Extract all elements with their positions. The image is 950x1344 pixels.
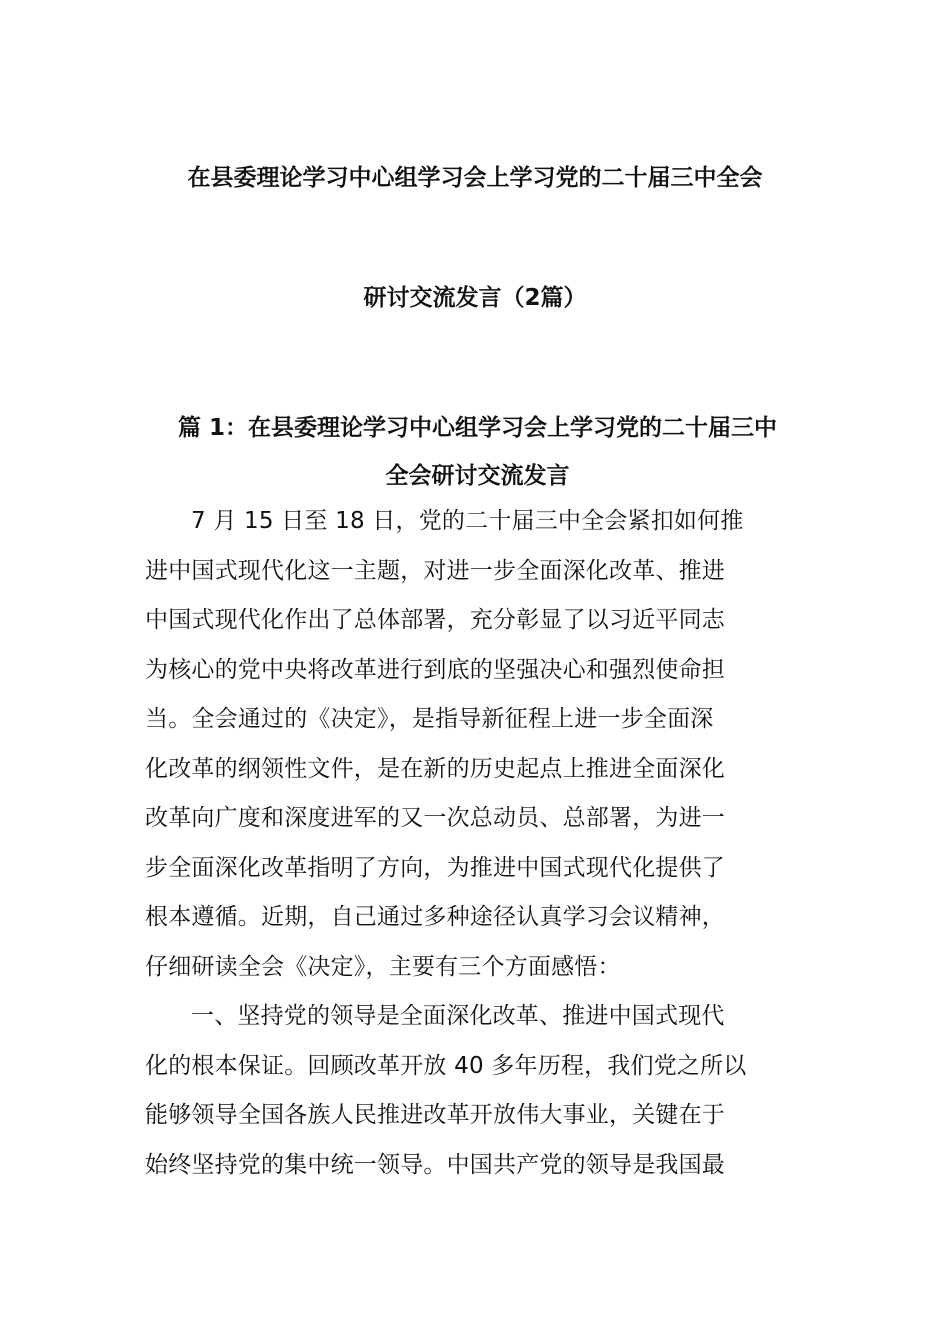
- paragraph-line: 化改革的纲领性文件，是在新的历史起点上推进全面深化: [145, 755, 725, 782]
- paragraph-line: 一、坚持党的领导是全面深化改革、推进中国式现代: [191, 1003, 725, 1029]
- paragraph-line: 当。全会通过的《决定》，是指导新征程上进一步全面深: [145, 706, 714, 732]
- document-title-line-1: 在县委理论学习中心组学习会上学习党的二十届三中全会: [187, 165, 763, 191]
- paragraph-line: 步全面深化改革指明了方向，为推进中国式现代化提供了: [145, 854, 725, 881]
- document-title-line-2: 研讨交流发言（2篇）: [363, 285, 587, 311]
- paragraph-line: 7 月 15 日至 18 日，党的二十届三中全会紧扣如何推: [191, 508, 744, 534]
- paragraph-line: 为核心的党中央将改革进行到底的坚强决心和强烈使命担: [145, 656, 725, 683]
- body-text: [145, 497, 810, 1190]
- paragraph-line: 能够领导全国各族人民推进改革开放伟大事业，关键在于: [145, 1102, 725, 1128]
- paragraph-line: 改革向广度和深度进军的又一次总动员、总部署，为进一: [145, 805, 725, 831]
- paragraph-line: 根本遵循。近期，自己通过多种途径认真学习会议精神，: [145, 904, 725, 930]
- section-heading-line-1: 篇 1：在县委理论学习中心组学习会上学习党的二十届三中: [177, 415, 777, 441]
- section-heading: [145, 404, 810, 500]
- paragraph-line: 化的根本保证。回顾改革开放 40 多年历程，我们党之所以: [145, 1052, 747, 1079]
- paragraph-line: 进中国式现代化这一主题，对进一步全面深化改革、推进: [145, 557, 725, 584]
- paragraph-line: 始终坚持党的集中统一领导。中国共产党的领导是我国最: [145, 1151, 725, 1178]
- paragraph-line: 仔细研读全会《决定》，主要有三个方面感悟：: [145, 953, 621, 980]
- section-heading-line-2: 全会研讨交流发言: [385, 463, 570, 489]
- paragraph-line: 中国式现代化作出了总体部署，充分彰显了以习近平同志: [145, 607, 725, 633]
